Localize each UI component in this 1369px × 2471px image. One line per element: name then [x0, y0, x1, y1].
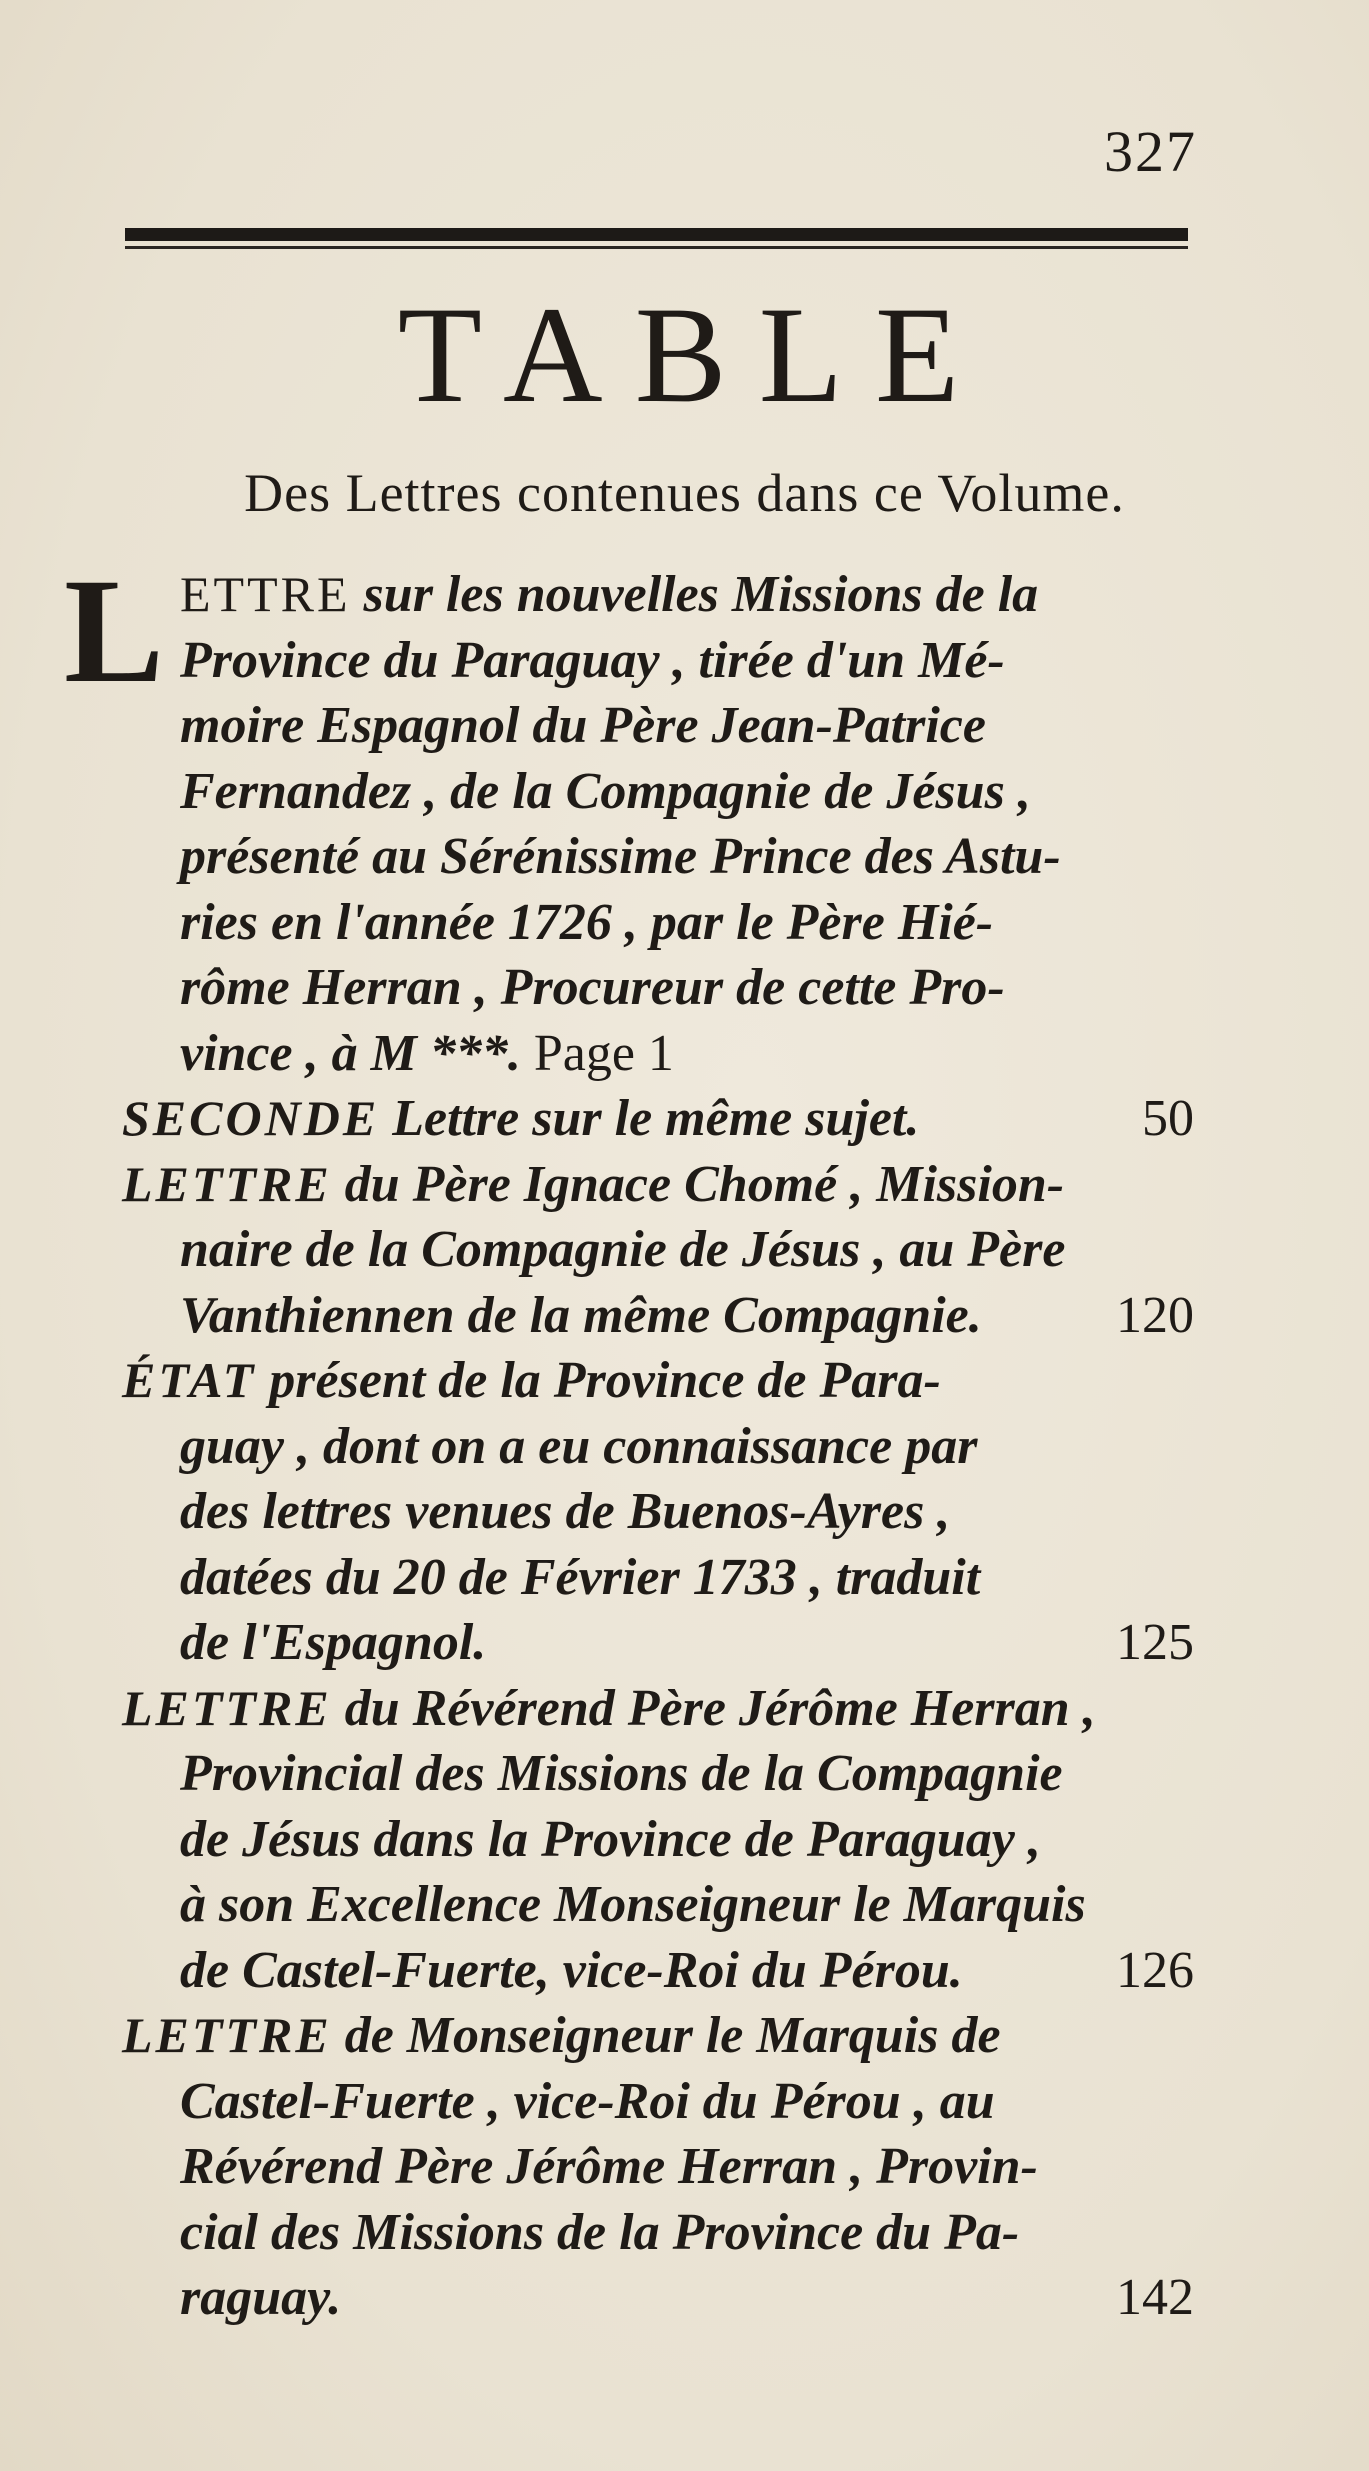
toc-line: [122, 1479, 1194, 1545]
entry-text: Vanthiennen de la même Compagnie.: [180, 1286, 982, 1344]
entry-text: de Monseigneur le Marquis de: [344, 2007, 1001, 2064]
entry-lead: LETTRE: [122, 1155, 332, 1212]
entry-lead: LETTRE: [122, 1679, 332, 1736]
entry-text: cial des Missions de la Province du Pa-: [180, 2203, 1020, 2261]
toc-line: [180, 890, 1194, 956]
toc-line: [122, 1283, 1194, 1349]
toc-line: [122, 1414, 1194, 1480]
table-title: TABLE: [397, 278, 992, 431]
toc-entry: [122, 2003, 1194, 2331]
entry-text: sur les nouvelles Missions de la: [363, 566, 1039, 623]
toc-line: [180, 1021, 1194, 1087]
entry-text: raguay.: [180, 2269, 342, 2326]
toc-line: [122, 2134, 1194, 2200]
toc-line: [122, 1807, 1194, 1873]
entry-text: de Jésus dans la Province de Paraguay ,: [180, 1810, 1041, 1868]
table-subtitle: Des Lettres contenues dans ce Volume.: [244, 463, 1125, 523]
toc-line: [122, 1348, 1194, 1414]
toc-line: [180, 955, 1194, 1021]
entry-lead: SECONDE: [122, 1090, 380, 1146]
entry-lead: ÉTAT: [122, 1352, 257, 1408]
entry-text: Castel-Fuerte , vice-Roi du Pérou , au: [180, 2072, 995, 2130]
page-number: 327: [1104, 119, 1197, 184]
entry-text: datées du 20 de Février 1733 , traduit: [180, 1548, 981, 1606]
entry-text: guay , dont on a eu connaissance par: [180, 1417, 978, 1475]
page-ref: 142: [1116, 2269, 1194, 2326]
entry-text: rôme Herran , Procureur de cette Pro-: [180, 959, 1005, 1016]
entry-text: Lettre sur le même sujet.: [392, 1090, 920, 1147]
toc-line: [122, 2200, 1194, 2266]
entry-text: du Révérend Père Jérôme Herran ,: [344, 1679, 1096, 1737]
toc-entry: [122, 1348, 1194, 1676]
entry-text: Fernandez , de la Compagnie de Jésus ,: [180, 762, 1031, 820]
toc-line: [122, 2003, 1194, 2069]
toc-line: [122, 1545, 1194, 1611]
entry-text: moire Espagnol du Père Jean-Patrice: [180, 697, 986, 754]
toc-line: [122, 1086, 1194, 1152]
entry-text: de Castel-Fuerte, vice-Roi du Pérou.: [180, 1941, 963, 1999]
entry-text: Révérend Père Jérôme Herran , Provin-: [180, 2138, 1038, 2195]
toc-line: [122, 2265, 1194, 2331]
entry-text: à son Excellence Monseigneur le Marquis: [180, 1876, 1086, 1933]
entry-text: du Père Ignace Chomé , Mission-: [344, 1155, 1065, 1213]
entry-text: Provincial des Missions de la Compagnie: [180, 1745, 1063, 1802]
toc-line: [122, 1610, 1194, 1676]
entry-text: présent de la Province de Para-: [269, 1352, 941, 1409]
entry-lead: ETTRE: [180, 566, 351, 622]
entry-text: présenté au Sérénissime Prince des Astu-: [180, 828, 1061, 885]
entry-text: des lettres venues de Buenos-Ayres ,: [180, 1483, 951, 1540]
table-of-contents: [64, 548, 1194, 2331]
header-rule-thick: [125, 228, 1188, 241]
toc-line: [122, 1741, 1194, 1807]
toc-entry: [122, 1152, 1194, 1349]
entry-text: de l'Espagnol.: [180, 1614, 487, 1671]
entry-text: naire de la Compagnie de Jésus , au Père: [180, 1221, 1066, 1278]
toc-line: [122, 1676, 1194, 1742]
entry-text: vince , à M ***.: [180, 1024, 521, 1082]
toc-line: [180, 693, 1194, 759]
toc-entry: [122, 1676, 1194, 2004]
toc-line: [122, 1152, 1194, 1218]
toc-line: [122, 1872, 1194, 1938]
toc-entry: [64, 548, 1194, 1086]
entry-text: ries en l'année 1726 , par le Père Hié-: [180, 893, 994, 951]
toc-line: [180, 628, 1194, 694]
toc-line: [122, 1217, 1194, 1283]
toc-line: [180, 759, 1194, 825]
toc-entry: [122, 1086, 1194, 1152]
header-rule-thin: [125, 246, 1188, 249]
page-ref: 120: [1116, 1286, 1194, 1344]
page-ref: 126: [1116, 1941, 1194, 1999]
page-ref: 50: [1142, 1090, 1194, 1147]
toc-line: [180, 824, 1194, 890]
toc-line: [122, 2069, 1194, 2135]
toc-line: [180, 562, 1194, 628]
drop-cap: L: [64, 548, 165, 714]
page-ref: Page 1: [533, 1024, 674, 1082]
toc-line: [122, 1938, 1194, 2004]
entry-lead: LETTRE: [122, 2007, 332, 2063]
entry-text: Province du Paraguay , tirée d'un Mé-: [180, 631, 1005, 689]
page-ref: 125: [1116, 1614, 1194, 1671]
